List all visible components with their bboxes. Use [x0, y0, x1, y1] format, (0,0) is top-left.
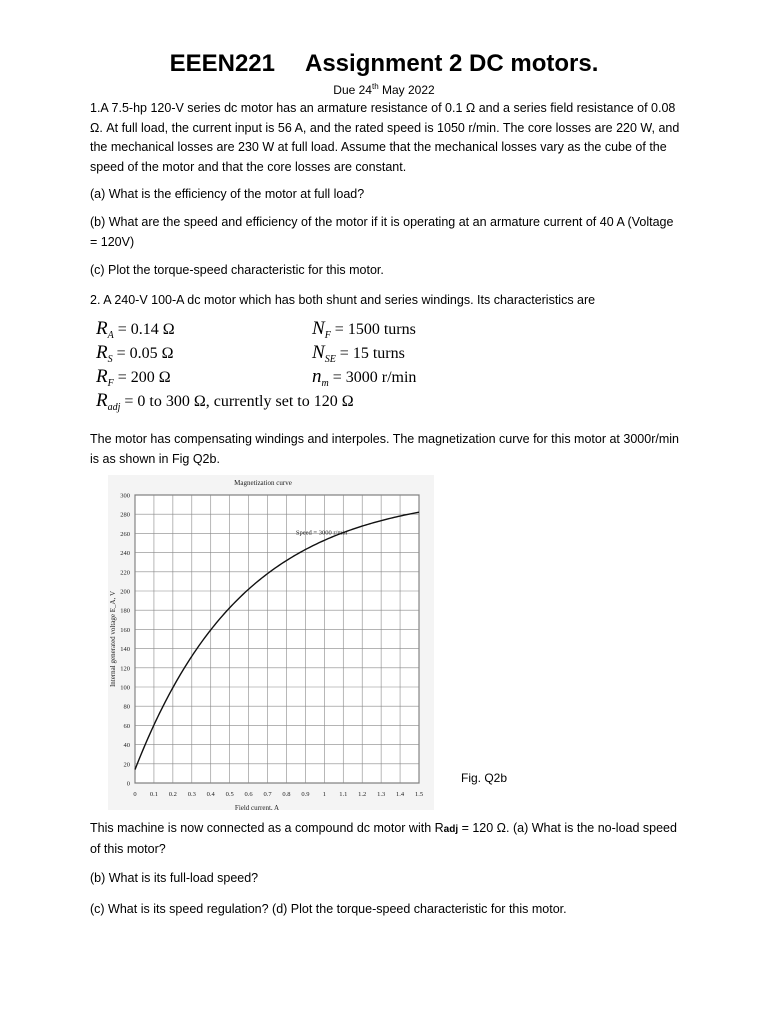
param-nse: $N_{SE} = 15$ turns: [312, 342, 405, 366]
param-nm-value: = 3000 r/min: [332, 369, 417, 386]
y-tick-label: 80: [123, 703, 130, 711]
x-tick-label: 1: [322, 791, 326, 798]
due-sup: th: [371, 82, 379, 91]
y-tick-label: 160: [120, 626, 130, 634]
x-tick-label: 0.1: [149, 791, 158, 798]
y-axis-label: Internal generated voltage E_A, V: [109, 590, 117, 688]
param-rf-value: = 200 Ω: [117, 369, 171, 386]
plot-area: [135, 495, 419, 783]
x-tick-label: 1.5: [414, 791, 424, 798]
page-title: [90, 50, 678, 78]
x-axis-label: Field current, A: [234, 804, 280, 810]
due-date: [90, 82, 678, 97]
param-rs-value: = 0.05 Ω: [116, 345, 174, 362]
y-tick-label: 240: [120, 550, 130, 558]
x-tick-label: 0.2: [168, 791, 177, 798]
y-tick-label: 280: [120, 511, 130, 519]
param-radj: $R_{adj} = 0$ to 300 Ω, currently set to 120 Ω: [96, 390, 354, 414]
y-tick-label: 120: [120, 665, 130, 673]
x-tick-label: 1.4: [396, 791, 405, 798]
question-1b: (b) What are the speed and efficiency of the motor if it is operating at an armature current of 40 A (Voltage = 120V): [90, 215, 674, 249]
x-tick-label: 0.8: [282, 791, 291, 798]
question-2-compound: [90, 819, 680, 859]
y-tick-label: 100: [120, 684, 130, 692]
x-tick-label: 0.5: [225, 791, 234, 798]
y-tick-label: 220: [120, 569, 130, 577]
magnetization-chart: [108, 475, 434, 810]
x-tick-label: 0.9: [301, 791, 310, 798]
param-rs: $R_S = 0.05$ Ω: [96, 342, 174, 366]
compound-post: = 120 Ω. (a) What is the no-load speed of this motor?: [90, 821, 677, 856]
question-1a: (a) What is the efficiency of the motor at full load?: [90, 187, 365, 201]
question-2b: (b) What is its full-load speed?: [90, 871, 259, 885]
x-tick-label: 1.2: [358, 791, 367, 798]
question-2-para: The motor has compensating windings and interpoles. The magnetization curve for this motor at 3000r/min is as shown in Fig Q2b.: [90, 432, 679, 466]
y-tick-label: 20: [123, 761, 130, 769]
param-rf: $R_F = 200$ Ω: [96, 366, 171, 390]
motor-parameters: [96, 318, 456, 414]
y-tick-label: 200: [120, 588, 130, 596]
compound-pre: This machine is now connected as a compound dc motor with R: [90, 821, 444, 835]
figure-label: Fig. Q2b: [461, 771, 508, 785]
param-ra-value: = 0.14 Ω: [117, 321, 175, 338]
param-ra: $R_A = 0.14$ Ω: [96, 318, 175, 342]
course-code: EEEN221: [169, 50, 275, 77]
compound-sub: adj: [443, 824, 459, 835]
x-tick-label: 0.7: [263, 791, 272, 798]
chart-title: Magnetization curve: [234, 479, 292, 487]
due-suffix: May 2022: [378, 83, 435, 97]
y-tick-label: 300: [120, 492, 130, 500]
y-tick-label: 140: [120, 646, 130, 654]
question-2-intro: 2. A 240-V 100-A dc motor which has both shunt and series windings. Its characteristics are: [90, 293, 596, 307]
speed-annotation: Speed = 3000 r/min: [295, 529, 348, 537]
question-1c: (c) Plot the torque-speed characteristic for this motor.: [90, 263, 384, 277]
question-2cd: (c) What is its speed regulation? (d) Plot the torque-speed characteristic for this motor.: [90, 902, 567, 916]
param-nf-value: = 1500 turns: [334, 321, 416, 338]
assignment-title: Assignment 2 DC motors.: [305, 50, 599, 77]
x-tick-label: 0: [133, 791, 137, 798]
x-tick-label: 1.3: [377, 791, 386, 798]
param-nse-value: = 15 turns: [339, 345, 405, 362]
y-tick-label: 60: [123, 722, 130, 730]
x-tick-label: 0.6: [244, 791, 253, 798]
y-tick-label: 180: [120, 607, 130, 615]
param-nf: $N_F = 1500$ turns: [312, 318, 416, 342]
question-1-text: 1.A 7.5-hp 120-V series dc motor has an armature resistance of 0.1 Ω and a series field resistance of 0.08 Ω. At full load, the current input is 56 A, and the rated speed is 1050 r/min. The core losses are 220 W, and the mechanical losses are 230 W at full load. Assume that the mechanical losses vary as the cube of the speed of the motor and that the core losses are constant.: [90, 101, 680, 174]
param-radj-value: = 0 to 300 Ω, currently set to 120 Ω: [124, 393, 354, 410]
due-prefix: Due 24: [333, 83, 372, 97]
x-tick-label: 0.3: [187, 791, 196, 798]
x-tick-label: 1.1: [339, 791, 348, 798]
y-tick-label: 40: [123, 742, 130, 750]
param-nm: $n_m = 3000$ r/min: [312, 366, 417, 390]
y-tick-label: 0: [126, 780, 130, 788]
x-tick-label: 0.4: [206, 791, 215, 798]
y-tick-label: 260: [120, 530, 130, 538]
